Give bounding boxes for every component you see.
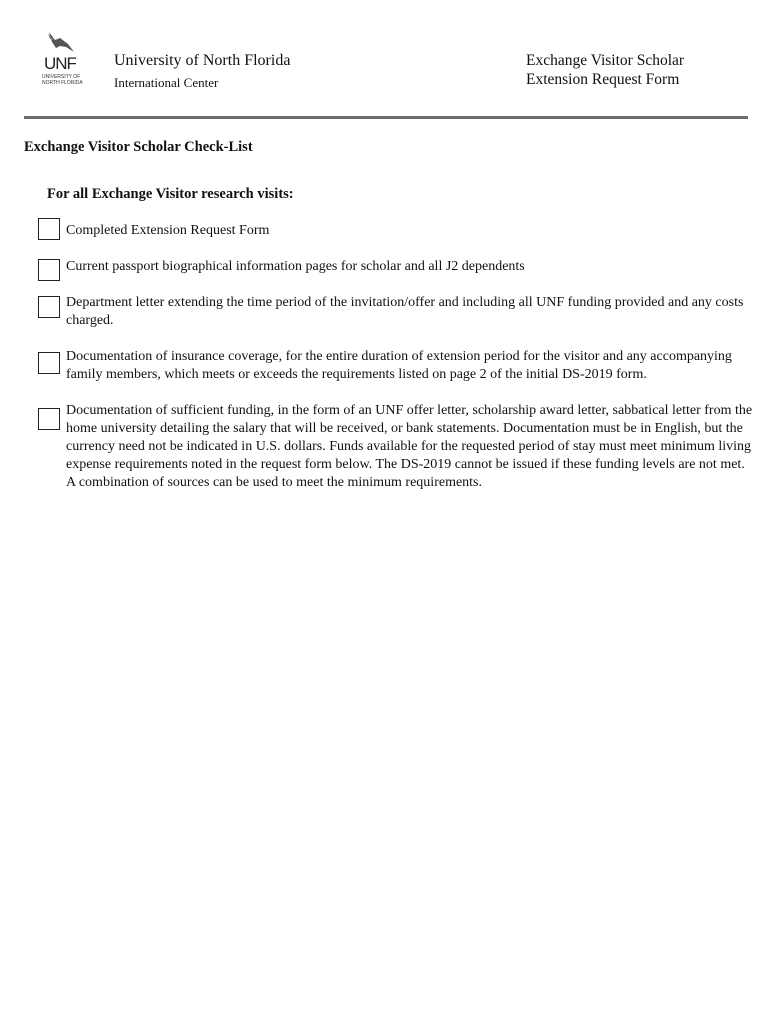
unf-logo: [40, 30, 92, 88]
checklist-subtitle: For all Exchange Visitor research visits:: [47, 186, 294, 202]
university-name: University of North Florida: [114, 52, 291, 69]
checklist-item-text: Documentation of sufficient funding, in the form of an UNF offer letter, scholarship award letter, sabbatical letter from the home university detailing the salary that will be received, or bank statements. Documentation must be in English, but the currency need not be indicated in U.S. dollars. Funds available for the requested period of stay must meet minimum living expense requirements noted in the request form below. The DS-2019 cannot be issued if these funding levels are not met. A combination of sources can be used to meet the minimum requirements.: [66, 403, 753, 490]
checklist-item-text: Current passport biographical information pages for scholar and all J2 dependents: [66, 259, 525, 274]
form-title-line2: Extension Request Form: [526, 71, 680, 88]
checklist-title: Exchange Visitor Scholar Check-List: [24, 139, 253, 155]
checkbox[interactable]: [38, 352, 60, 374]
checkbox[interactable]: [38, 218, 60, 240]
checklist-item-text: Department letter extending the time period of the invitation/offer and including all UNF funding provided and any costs charged.: [66, 295, 744, 328]
checklist-item-text: Completed Extension Request Form: [66, 223, 270, 238]
center-name: International Center: [114, 75, 219, 90]
checkbox[interactable]: [38, 259, 60, 281]
form-title: [526, 51, 684, 89]
form-title-line1: Exchange Visitor Scholar: [526, 52, 685, 69]
checklist-item-text: Documentation of insurance coverage, for the entire duration of extension period for the visitor and any accompanying family members, which meets or exceeds the requirements listed on page 2 of the initial DS-2019 form.: [66, 349, 732, 382]
logo-subtext: UNIVERSITY OF NORTH FLORIDA: [42, 74, 83, 86]
checkbox[interactable]: [38, 296, 60, 318]
checkbox[interactable]: [38, 408, 60, 430]
logo-mark: UNF: [44, 54, 76, 73]
header-divider: [24, 116, 748, 119]
osprey-icon: [46, 30, 76, 54]
